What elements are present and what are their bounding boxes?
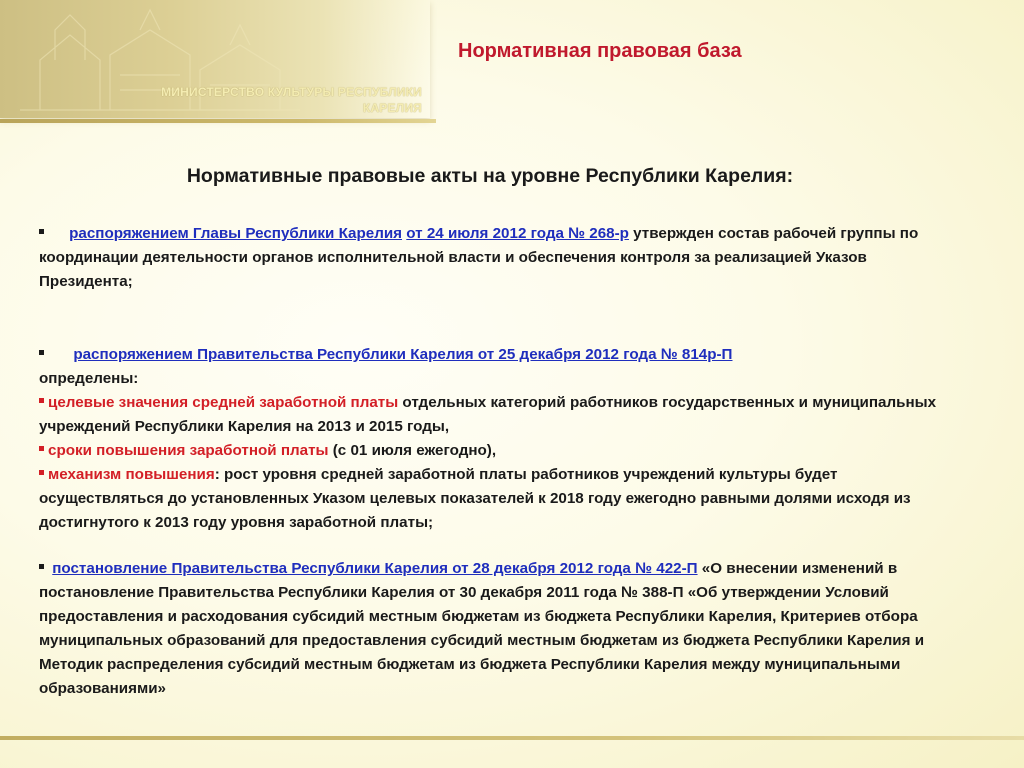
item-3-text: «О внесении изменений в постановление Правительства Республики Карелия от 30 декабря 2011 года № 388-П «Об утверждении Условий предоставления и расходования субсидий местным бюджетам из бюджета Республики Карелия, Критериев отбора муниципальных образований для предоставления субсидий местным бюджетам из бюджета Республики Карелия и Методик распределения субсидий местным бюджетам из бюджета Республики Карелия между муниципальными образованиями» xyxy=(39,560,925,697)
slide-title: Нормативная правовая база xyxy=(458,40,742,62)
bullet-icon xyxy=(39,350,44,355)
ministry-line-2: КАРЕЛИЯ xyxy=(362,101,422,115)
header-divider xyxy=(0,119,436,123)
sub-target-values: целевые значения средней заработной платы xyxy=(39,394,398,411)
sub-raise-mechanism: механизм повышения xyxy=(39,466,215,483)
item-3 xyxy=(39,557,949,701)
bullet-icon xyxy=(39,446,44,451)
section-heading: Нормативные правовые акты на уровне Республики Карелия: xyxy=(186,165,794,187)
link-decree-date-268[interactable]: от 24 июля 2012 года № 268-р xyxy=(406,225,629,242)
sub-raise-terms-text: (с 01 июля ежегодно), xyxy=(328,442,497,459)
sub-raise-mechanism-text: : рост уровня средней заработной платы работников учреждений культуры будет осуществляться до установленных Указом целевых показателей к 2018 году ежегодно равными долями исходя из достигнутого к 2013 году уровня заработной платы; xyxy=(39,466,911,531)
link-order-814[interactable]: распоряжением Правительства Республики Карелия от 25 декабря 2012 года № 814р-П xyxy=(73,346,733,363)
bullet-icon xyxy=(39,398,44,403)
slide-body xyxy=(39,222,949,701)
item-2 xyxy=(39,343,949,535)
link-resolution-422[interactable]: постановление Правительства Республики Карелия от 28 декабря 2012 года № 422-П xyxy=(52,560,698,577)
bullet-icon xyxy=(39,564,44,569)
sub-raise-terms: сроки повышения заработной платы xyxy=(39,442,329,459)
footer-divider xyxy=(0,736,1024,740)
ministry-label xyxy=(161,84,422,116)
bullet-icon xyxy=(39,470,44,475)
item-2-intro: определены: xyxy=(39,370,139,387)
sub-target-values-text: отдельных категорий работников государственных и муниципальных учреждений Республики Карелия на 2013 и 2015 годы, xyxy=(39,394,937,435)
ministry-line-1: МИНИСТЕРСТВО КУЛЬТУРЫ РЕСПУБЛИКИ xyxy=(161,85,422,99)
link-decree-head[interactable]: распоряжением Главы Республики Карелия xyxy=(69,225,403,242)
item-1 xyxy=(39,222,949,294)
header-banner-image xyxy=(0,0,430,118)
bullet-icon xyxy=(39,229,44,234)
item-1-text: утвержден состав рабочей группы по координации деятельности органов исполнительной власти и обеспечения контроля за реализацией Указов Президента; xyxy=(39,225,919,290)
